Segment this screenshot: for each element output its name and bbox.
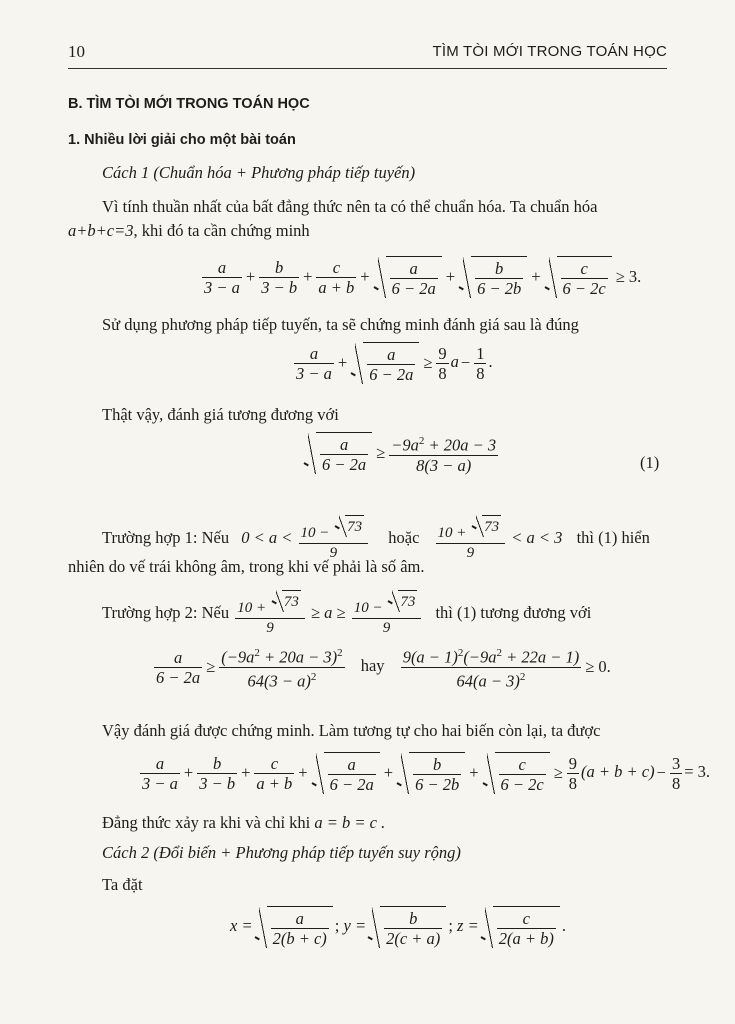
tangent-estimate: $\frac{a}{3 - a}$ + $\frac{a}{6 - 2a}$ ≥ $\frac{9}{8}$ a − $\frac{1}{8}$ . (296, 343, 493, 384)
running-header-title: TÌM TÒI MỚI TRONG TOÁN HỌC (432, 43, 667, 60)
main-inequality: $\frac{a}{3 - a}$ + $\frac{b}{3 - b}$ + $\frac{c}{a + b}$ + $\frac{a}{6 - 2a}$ + $\frac{b}{6 - 2b}$ + $\frac{c}{6 - 2c}$ ≥ 3. (204, 257, 642, 298)
case-2-label: Trường hợp 2: Nếu (102, 602, 230, 622)
method2-title: Cách 2 (102, 843, 150, 862)
page-number: 10 (68, 42, 85, 61)
conclusion-text: Vậy đánh giá được chứng minh. Làm tương tự cho hai biến còn lại, ta được (102, 721, 601, 740)
section-heading: B. TÌM TÒI MỚI TRONG TOÁN HỌC (68, 96, 310, 112)
equivalent-text: Thật vậy, đánh giá tương đương với (102, 405, 339, 424)
method1-paragraph-2 (68, 220, 310, 242)
summed-inequality: $\frac{a}{3 - a}$ + $\frac{b}{3 - b}$ + $\frac{c}{a + b}$ + $\frac{a}{6 - 2a}$ + $\frac{b}{6 - 2b}$ + $\frac{c}{6 - 2c}$ ≥ $\frac{9}{8}$ (a + b + c) − $\frac{3}{8}$ = 3. (142, 753, 711, 794)
inequality-1: $\frac{a}{6 - 2a}$ ≥ $\frac{-9a^2 + 20a - 3}{8(3 - a)}$ (302, 432, 500, 475)
normalization-text: , khi đó ta cần chứng minh (133, 221, 310, 240)
case-1-or: hoặc (388, 527, 420, 547)
equation-label-1: (1) (640, 453, 660, 472)
equality-condition (102, 812, 385, 834)
substitution-definitions: x = $\frac{a}{2(b + c)}$ ; y = $\frac{b}{2(c + a)}$ ; z = $\frac{c}{2(a + b)}$ . (230, 906, 566, 948)
case-2-line: Trường hợp 2: Nếu 10 + 73 9 ≥ a ≥ 10 − 73 9 thì (1) tương đương với (102, 590, 591, 638)
hay-word: hay (360, 655, 385, 675)
case-2-conclusion: thì (1) tương đương với (435, 602, 592, 622)
running-header (68, 38, 667, 68)
normalization-equation: a+b+c=3 (68, 221, 134, 240)
method1-subtitle: (Chuẩn hóa + Phương pháp tiếp tuyến) (153, 163, 416, 182)
case-1-conclusion: thì (1) hiển (576, 527, 650, 547)
case-2-inequalities: $\frac{a}{6 - 2a}$ ≥ $\frac{(-9a^2 + 20a - 3)^2}{64(3 - a)^2}$ hay $\frac{9(a - 1)^2(-9a^2 + 22a - 1)}{64(a - 3)^2}$ ≥ 0. (152, 644, 613, 690)
case-1-line: Trường hợp 1: Nếu 0 < a < 10 − 73 9 hoặc 10 + 73 9 < a < 3 thì (1) hiển (102, 515, 672, 563)
method2-subtitle: (Đổi biến + Phương pháp tiếp tuyến suy rộng) (153, 843, 461, 862)
equality-math: a = b = c . (314, 813, 386, 832)
subsection-heading: 1. Nhiều lời giải cho một bài toán (68, 132, 296, 148)
method1-title: Cách 1 (102, 163, 150, 182)
case-1-label: Trường hợp 1: Nếu (102, 527, 230, 547)
case-1-explanation: nhiên do vế trái không âm, trong khi vế phải là số âm. (68, 557, 425, 576)
method1-heading (102, 162, 415, 184)
method1-paragraph-1: Vì tính thuần nhất của bất đẳng thức nên ta có thể chuẩn hóa. Ta chuẩn hóa (102, 197, 598, 216)
header-rule (68, 68, 667, 69)
tangent-line-text: Sử dụng phương pháp tiếp tuyến, ta sẽ chứng minh đánh giá sau là đúng (102, 315, 579, 334)
equality-text: Đẳng thức xảy ra khi và chỉ khi (102, 813, 311, 832)
method2-heading (102, 842, 461, 864)
substitution-text: Ta đặt (102, 875, 143, 894)
